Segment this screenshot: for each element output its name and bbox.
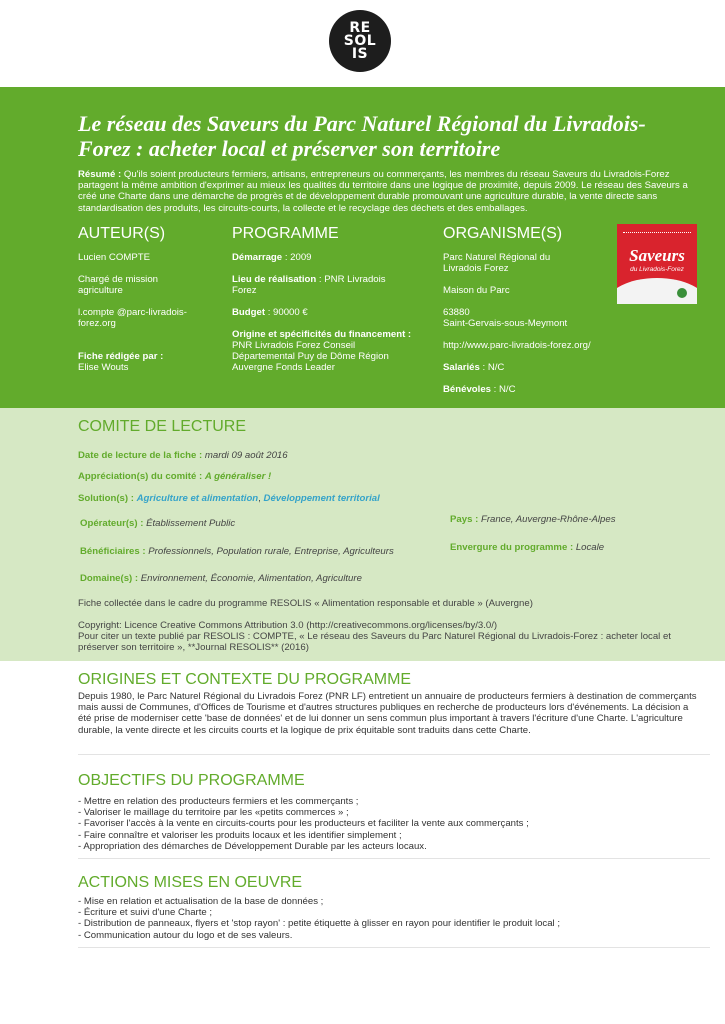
beneficiaires-row [80, 546, 394, 557]
programme-column [232, 252, 422, 384]
organisme-heading: ORGANISME(S) [443, 225, 563, 242]
budget-value: : 90000 € [267, 307, 308, 318]
auteur-email[interactable]: l.compte @parc-livradois-forez.org [78, 307, 187, 329]
demarrage-label: Démarrage [232, 252, 283, 263]
origine-label: Origine et spécificités du financement : [232, 329, 412, 340]
lieu-label: Lieu de réalisation [232, 274, 317, 285]
objectifs-list [78, 796, 698, 852]
divider-2 [78, 858, 710, 859]
date-value: mardi 09 août 2016 [204, 450, 288, 461]
copyright-line: Copyright: Licence Creative Commons Attribution 3.0 (http://creativecommons.org/licenses/by/3.0/) [78, 620, 498, 631]
lieu-value: : PNR Livradois Forez [232, 274, 386, 296]
date-row [78, 450, 288, 461]
objectifs-heading: OBJECTIFS DU PROGRAMME [78, 772, 305, 789]
envergure-value: Locale [575, 542, 605, 553]
envergure-label: Envergure du programme : [450, 542, 574, 553]
divider-3 [78, 947, 710, 948]
solution-separator: , [258, 493, 264, 504]
pays-label: Pays : [450, 514, 479, 525]
saveurs-dots [623, 232, 691, 237]
objectif-item: - Mettre en relation des producteurs fermiers et les commerçants ; [78, 796, 359, 807]
appreciation-row [78, 471, 271, 482]
date-label: Date de lecture de la fiche : [78, 450, 203, 461]
resume-text: Qu'ils soient producteurs fermiers, artisans, entrepreneurs ou commerçants, les membres du réseau Saveurs du Livradois-Forez partagent la même ambition d'exprimer au mieux les qualités du territoire dans une logique de proximité, depuis 2009. Le réseau des Saveurs a créé une Charte dans une démarche de progrès et de développement durable promouvant une agriculture durable, la vente directe sans standardisation des produits, les circuits-courts, la collecte et le recyclage des déchets et des emballages. [78, 169, 688, 214]
auteur-role: Chargé de mission agriculture [78, 274, 158, 296]
organisme-postcode: 63880 [443, 307, 470, 318]
appreciation-value: A généraliser ! [204, 471, 272, 482]
action-item: - Mise en relation et actualisation de la base de données ; [78, 896, 324, 907]
logo-line-1: RE [349, 19, 371, 36]
organisme-name: Parc Naturel Régional du Livradois Forez [443, 252, 551, 274]
salaries-label: Salariés [443, 362, 480, 373]
salaries-value: : N/C [482, 362, 505, 373]
objectif-item: - Appropriation des démarches de Développement Durable par les acteurs locaux. [78, 840, 427, 852]
action-item: - Distribution de panneaux, flyers et 'stop rayon' : petite étiquette à glisser en rayon pour identifier le produit local ; [78, 918, 561, 930]
operateur-row [80, 518, 235, 529]
solution-label: Solution(s) : [78, 493, 134, 504]
pays-row [450, 514, 616, 525]
programme-heading: PROGRAMME [232, 225, 339, 242]
saveurs-logo-image [617, 224, 697, 304]
divider-1 [78, 754, 710, 755]
organisme-url[interactable]: http://www.parc-livradois-forez.org/ [443, 340, 591, 351]
domaine-value: Environnement, Économie, Alimentation, Agriculture [140, 573, 362, 584]
domaine-label: Domaine(s) : [80, 573, 139, 584]
resolis-logo [329, 10, 391, 72]
demarrage-value: : 2009 [284, 252, 312, 263]
logo-line-2: SOL [343, 32, 377, 49]
saveurs-title: Saveurs [629, 246, 685, 265]
objectif-item: - Favoriser l'accès à la vente en circuits-courts pour les producteurs et faciliter la vente aux commerçants ; [78, 818, 529, 830]
saveurs-subtitle: du Livradois-Forez [630, 266, 684, 273]
benevoles-value: : N/C [493, 384, 516, 395]
solution-link-developpement[interactable]: Développement territorial [263, 493, 380, 504]
benevoles-label: Bénévoles [443, 384, 491, 395]
objectif-item: - Valoriser le maillage du territoire par les «petits commerces » ; [78, 807, 349, 819]
comite-heading: COMITE DE LECTURE [78, 418, 247, 435]
collecte-note: Fiche collectée dans le cadre du programme RESOLIS « Alimentation responsable et durable » (Auvergne) [78, 598, 533, 609]
domaine-row [80, 573, 362, 584]
citation-line: Pour citer un texte publié par RESOLIS : COMPTE, « Le réseau des Saveurs du Parc Naturel Régional du Livradois-Forez : acheter local et préserver son territoire », **Journal RESOLIS** (2016) [78, 631, 671, 653]
actions-list [78, 896, 698, 941]
logo-line-3: IS [351, 45, 369, 62]
origines-heading: ORIGINES ET CONTEXTE DU PROGRAMME [78, 671, 412, 688]
fiche-value: Elise Wouts [78, 362, 129, 373]
fiche-label: Fiche rédigée par : [78, 351, 164, 362]
action-item: - Communication autour du logo et de ses valeurs. [78, 929, 293, 941]
saveurs-badge [677, 288, 687, 298]
appreciation-label: Appréciation(s) du comité : [78, 471, 203, 482]
auteur-heading: AUTEUR(S) [78, 225, 166, 242]
beneficiaires-value: Professionnels, Population rurale, Entreprise, Agriculteurs [148, 546, 394, 557]
organisme-place: Maison du Parc [443, 285, 510, 296]
operateur-value: Établissement Public [146, 518, 236, 529]
organisme-city: Saint-Gervais-sous-Meymont [443, 318, 568, 329]
organisme-column [443, 252, 613, 406]
solution-row [78, 493, 380, 504]
envergure-row [450, 542, 604, 553]
objectif-item: - Faire connaître et valoriser les produits locaux et les identifier simplement ; [78, 829, 402, 841]
actions-heading: ACTIONS MISES EN OEUVRE [78, 874, 303, 891]
auteur-column [78, 252, 198, 384]
operateur-label: Opérateur(s) : [80, 518, 144, 529]
resume-label: Résumé : [78, 169, 122, 180]
budget-label: Budget [232, 307, 266, 318]
origine-value: PNR Livradois Forez Conseil Départemental Puy de Dôme Région Auvergne Fonds Leader [232, 340, 389, 373]
origines-text: Depuis 1980, le Parc Naturel Régional du Livradois Forez (PNR LF) entretient un annuaire de producteurs fermiers à destination de commerçants mais aussi de Communes, d'Offices de Tourisme et d'autres structures publiques en recherche de producteurs lors d'événements. La décision a été prise de moderniser cette 'base de données' et de lui donner un sens commun plus important à travers l'écriture d'une Charte. L'agriculture durable, la vente directe et les circuits courts et la logique de prix équitable sont traduits dans cette Charte. [78, 691, 697, 736]
beneficiaires-label: Bénéficiaires : [80, 546, 146, 557]
auteur-name: Lucien COMPTE [78, 252, 150, 263]
pays-value: France, Auvergne-Rhône-Alpes [480, 514, 616, 525]
action-item: - Écriture et suivi d'une Charte ; [78, 907, 213, 919]
page-title: Le réseau des Saveurs du Parc Naturel Régional du Livradois-Forez : acheter local et préserver son territoire [78, 111, 646, 161]
solution-link-agriculture[interactable]: Agriculture et alimentation [136, 493, 259, 504]
resume [78, 169, 706, 214]
